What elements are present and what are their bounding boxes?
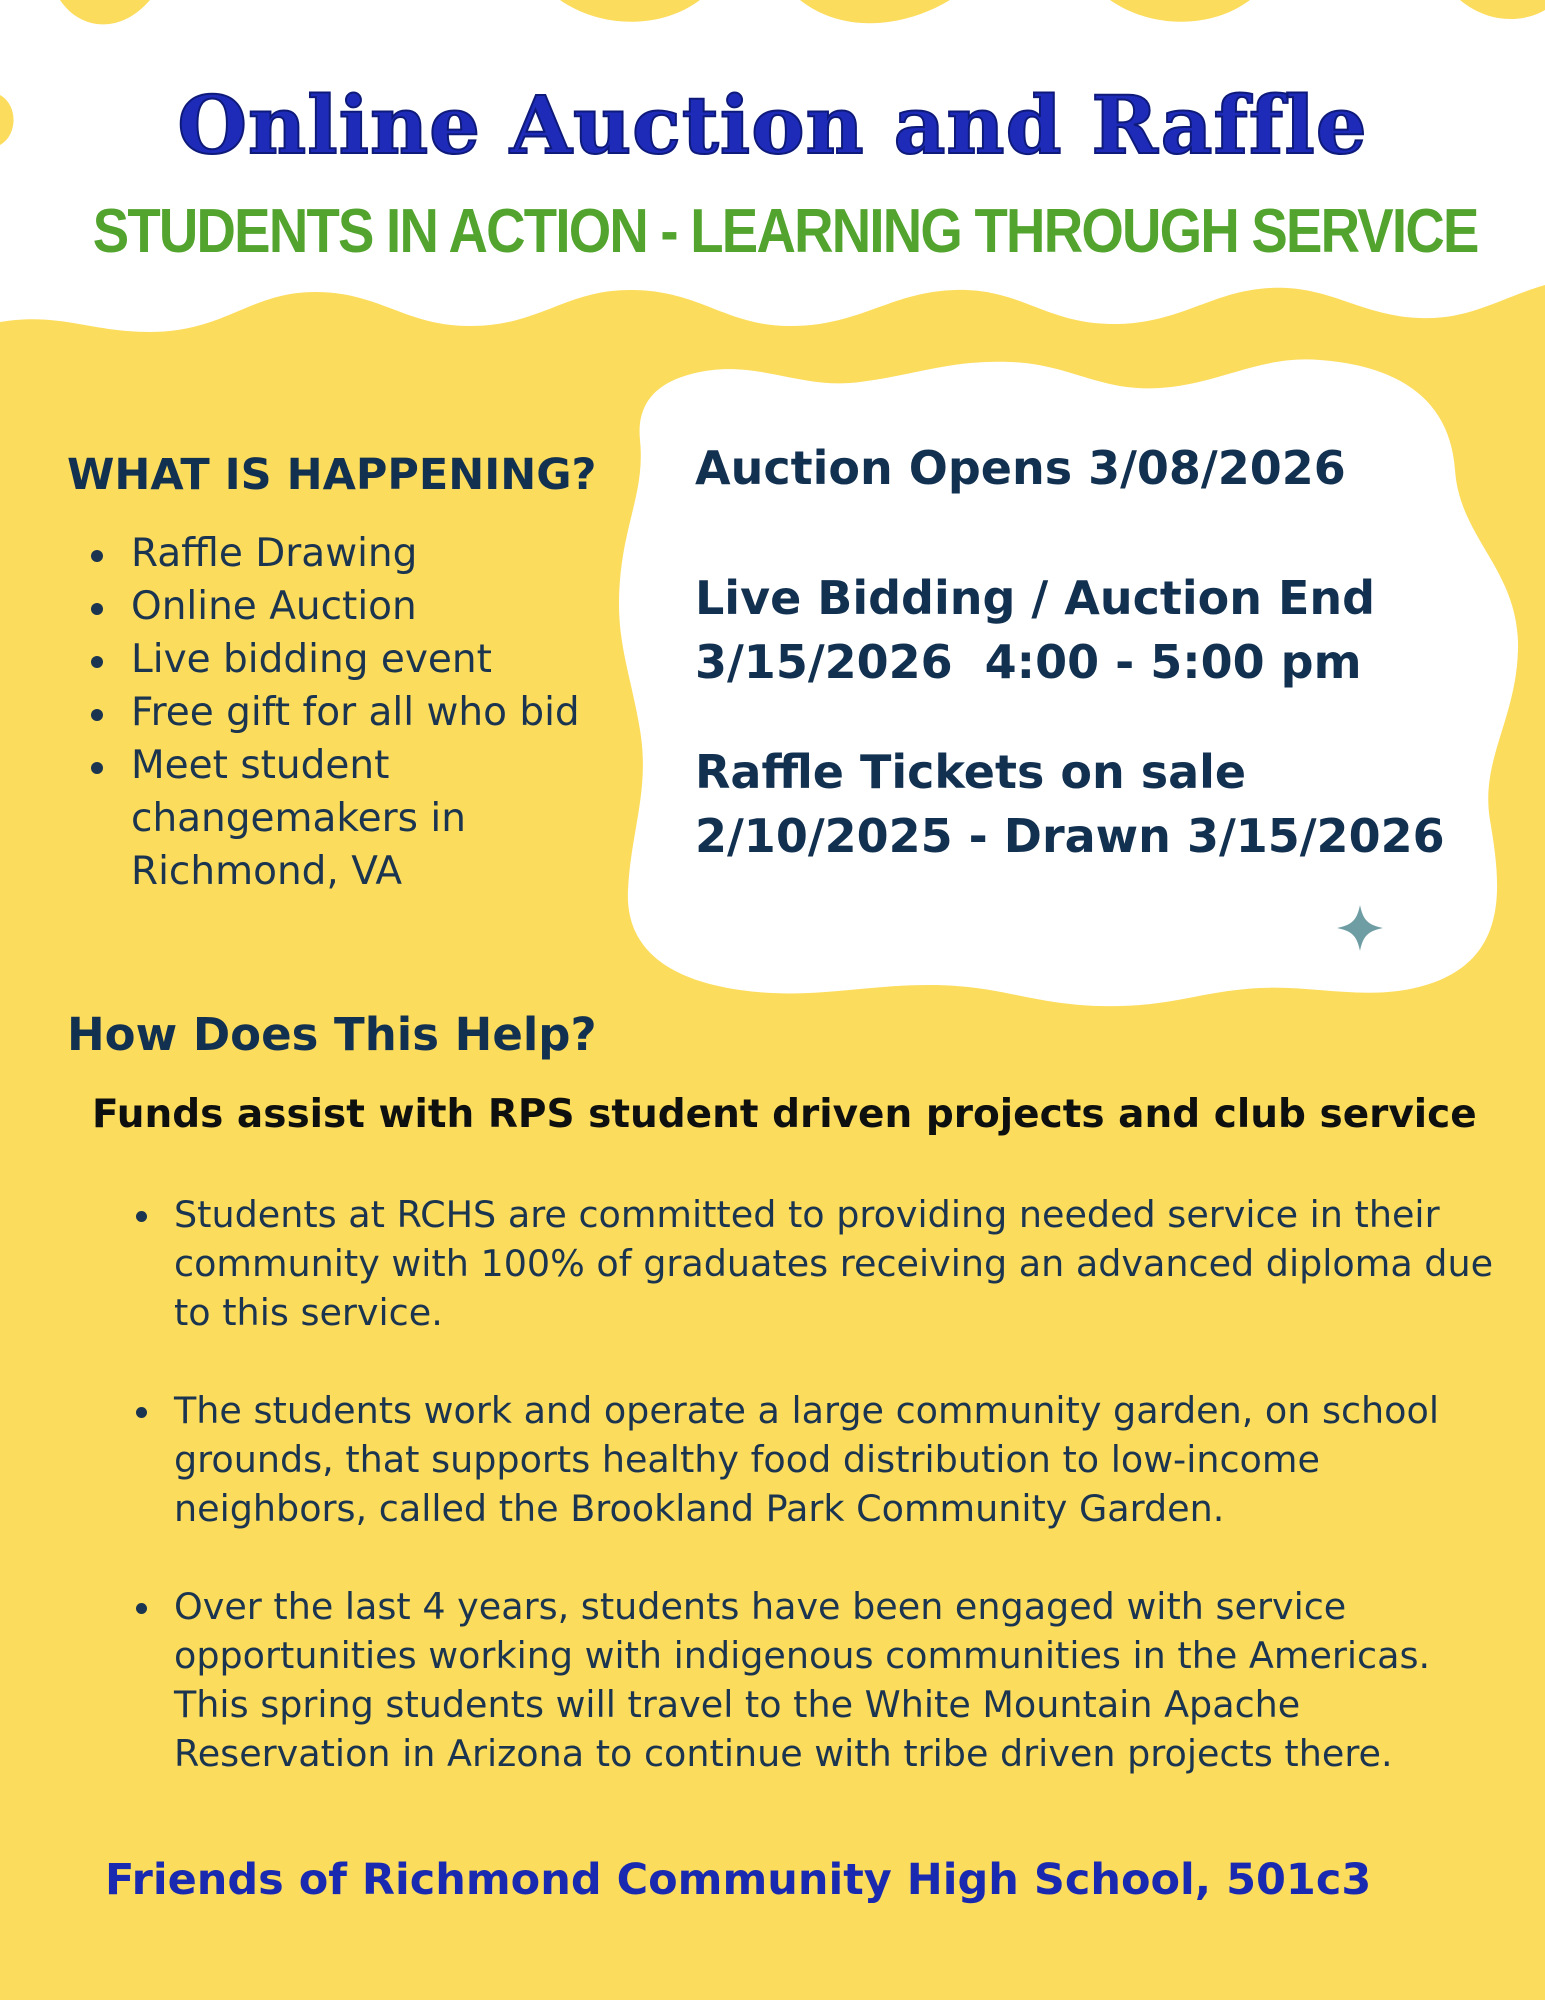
raffle-range: 2/10/2025 - Drawn 3/15/2026 [695,809,1445,863]
happening-list [84,527,644,898]
happening-heading: WHAT IS HAPPENING? [67,450,597,500]
list-item: Students at RCHS are committed to providing needed service in their community with 100% of graduates receiving an advanced diploma due to this service. [132,1190,1502,1337]
list-item: Live bidding event [84,633,644,686]
help-heading: How Does This Help? [67,1008,597,1061]
list-item: The students work and operate a large community garden, on school grounds, that supports healthy food distribution to low-income neighbors, called the Brookland Park Community Garden. [132,1386,1502,1533]
organization-footer: Friends of Richmond Community High School, 501c3 [105,1855,1372,1905]
page-subtitle: STUDENTS IN ACTION - LEARNING THROUGH SERVICE [92,197,1478,266]
auction-opens-date: Auction Opens 3/08/2026 [695,441,1346,495]
live-bidding-label: Live Bidding / Auction End [695,571,1376,625]
help-list [132,1190,1502,1827]
raffle-dates [695,740,1445,868]
live-bidding-date [695,566,1375,694]
list-item: Meet student changemakers in Richmond, VA [84,739,644,898]
raffle-label: Raffle Tickets on sale [695,745,1247,799]
list-item: Raffle Drawing [84,527,644,580]
funds-statement: Funds assist with RPS student driven projects and club service [92,1092,1477,1137]
list-item: Over the last 4 years, students have been engaged with service opportunities working with indigenous communities in the Americas. This spring students will travel to the White Mountain Apache Reservation in Arizona to continue with tribe driven projects there. [132,1582,1502,1778]
page-title: Online Auction and Raffle [177,78,1368,172]
live-bidding-time: 3/15/2026 4:00 - 5:00 pm [695,635,1362,689]
list-item: Free gift for all who bid [84,686,644,739]
list-item: Online Auction [84,580,644,633]
